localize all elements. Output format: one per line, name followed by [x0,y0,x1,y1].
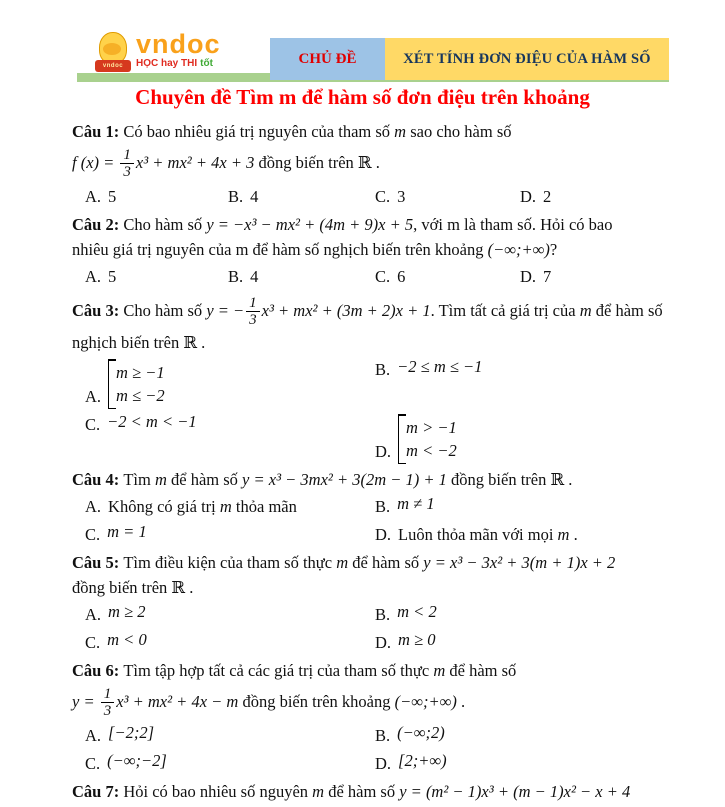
mascot-wing [103,43,121,55]
tagline-red: HỌC hay THI [136,58,198,69]
plain-text: để hàm số [445,661,517,680]
option-A [85,264,228,289]
mascot-banner: vndoc [95,60,131,72]
question-label: Câu 5: [72,553,124,572]
question-line [72,467,677,492]
plain-text: để hàm số [348,553,424,572]
option-content [107,519,147,544]
plain-text: Tìm điều kiện của tham số thực [123,553,337,572]
option-letter: C. [85,415,101,434]
math-text: m = 1 [107,522,147,541]
option-letter: B. [375,497,391,516]
option-content [398,627,435,652]
questions [0,119,725,807]
fraction [101,686,115,719]
plain-text: Hỏi có bao nhiêu số nguyên [123,782,313,801]
case-line: m < −2 [406,441,457,460]
option-letter: C. [85,525,101,544]
option-letter: B. [375,360,391,379]
math-text: (−∞;2) [397,723,445,742]
option-content [398,522,578,547]
option-letter: C. [85,754,101,773]
option-letter: C. [375,267,391,286]
math-text: m [154,470,167,489]
question-label: Câu 4: [72,470,124,489]
chick-mascot-icon [95,31,131,75]
option-content [108,599,145,624]
option-letter: C. [375,187,391,206]
math-text: y = [72,692,99,711]
plain-text: đồng biến trên khoảng [238,692,395,711]
brand-text [136,31,221,70]
option-content [107,409,196,434]
plain-text: nhiêu giá trị nguyên của m để hàm số nghịch biến trên khoảng [72,240,488,259]
math-text: m [336,553,349,572]
plain-text: 7 [543,267,552,286]
math-text: y = x³ − 3x² + 3(m + 1)x + 2 [423,553,616,572]
option-content [398,748,447,773]
math-text: x³ + mx² + 4x + 3 [135,153,255,172]
brand-tagline [136,58,221,70]
plain-text: ? [549,240,558,259]
option-C [375,184,520,209]
option-content [543,264,551,289]
option-content [397,599,437,624]
math-text: (−∞;+∞) [487,240,550,259]
plain-text: . Tìm tất cả giá trị của [430,301,580,320]
math-text: f (x) = [72,153,119,172]
option-C [85,522,375,547]
math-text: m [433,661,446,680]
math-text: m [312,782,325,801]
plain-text: đồng biến trên ℝ . [254,153,380,172]
option-letter: A. [85,497,102,516]
option-letter: B. [375,605,391,624]
option-content [108,264,116,289]
question-label: Câu 3: [72,301,124,320]
option-letter: D. [375,633,392,652]
option-D [520,264,677,289]
option-letter: D. [375,754,392,773]
fraction [246,295,260,328]
plain-text: Không có giá trị [108,497,220,516]
fraction [120,147,134,180]
options [72,602,677,655]
option-B [375,494,677,519]
page-title: Chuyên đề Tìm m để hàm số đơn điệu trên khoảng [135,85,590,109]
plain-text: đồng biến trên ℝ . [446,470,573,489]
option-letter: A. [85,267,102,286]
option-A [85,602,375,627]
option-C [85,630,375,655]
option-letter: B. [375,726,391,745]
question-7 [72,779,677,804]
option-letter: D. [375,442,392,461]
options [72,184,677,209]
option-content [107,627,147,652]
question-label: Câu 1: [72,122,124,141]
options [72,264,677,289]
math-text: (−∞;−2] [107,751,167,770]
option-letter: A. [85,605,102,624]
option-letter: A. [85,726,102,745]
plain-text: nghịch biến trên ℝ . [72,333,206,352]
plain-text: Tìm [123,470,155,489]
fraction-numerator: 1 [101,686,115,703]
math-text: (−∞;+∞) [394,692,457,711]
question-line [72,144,677,182]
math-text: m [394,122,407,141]
option-content [397,720,445,745]
option-content [250,264,258,289]
plain-text: để hàm số [166,470,243,489]
plain-text: , với m là tham số. Hỏi có bao [413,215,613,234]
option-A [85,184,228,209]
option-A [85,494,375,519]
question-line [72,658,677,683]
option-B [228,184,375,209]
option-content [107,748,167,773]
question-label: Câu 7: [72,782,124,801]
option-C [85,751,375,776]
plain-text: để hàm số [324,782,400,801]
fraction-denominator: 3 [249,311,257,328]
plain-text: 5 [108,187,117,206]
math-text: m [219,497,232,516]
math-text: y = x³ − 3mx² + 3(2m − 1) + 1 [242,470,447,489]
question-line [72,237,677,262]
option-letter: A. [85,187,102,206]
option-content [397,184,405,209]
math-text: x³ + mx² + (3m + 2)x + 1 [261,301,431,320]
math-text: x³ + mx² + 4x − m [116,692,239,711]
plain-text: . [456,692,466,711]
math-text: m ≥ 0 [398,630,436,649]
math-text: m ≥ 2 [108,602,146,621]
plain-text: Tìm tập hợp tất cả các giá trị của tham số thực [123,661,434,680]
options [72,357,677,464]
option-content [108,184,116,209]
plain-text: Cho hàm số [123,215,207,234]
math-text: m [557,525,570,544]
math-text: y = (m² − 1)x³ + (m − 1)x² − x + 4 [399,782,631,801]
question-line [72,292,677,330]
question-line [72,212,677,237]
math-text: m ≠ 1 [397,494,435,513]
question-label: Câu 2: [72,215,124,234]
tagline-green: tốt [200,58,213,69]
option-C [375,264,520,289]
option-letter: B. [228,187,244,206]
math-text: m < 0 [107,630,147,649]
option-content [397,491,434,516]
plain-text: 5 [108,267,117,286]
option-D [375,412,677,464]
question-3 [72,292,677,464]
brand-logo [95,31,221,75]
option-letter: D. [520,187,537,206]
question-6 [72,658,677,776]
math-text: m < 2 [397,602,437,621]
plain-text: 4 [250,267,259,286]
plain-text: Cho hàm số [123,301,207,320]
option-B [228,264,375,289]
plain-text: Có bao nhiêu giá trị nguyên của tham số [123,122,395,141]
option-B [375,723,677,748]
question-label: Câu 6: [72,661,124,680]
plain-text: . [569,525,578,544]
case-line: m ≥ −1 [116,363,165,382]
fraction-numerator: 1 [120,147,134,164]
option-content [397,354,482,379]
case-line: m > −1 [406,418,457,437]
math-text: y = −x³ − mx² + (4m + 9)x + 5 [206,215,414,234]
question-line [72,575,677,600]
math-text: y = − [206,301,245,320]
plain-text: 4 [250,187,259,206]
option-letter: A. [85,387,102,406]
option-D [375,522,677,547]
cases-bracket [108,359,165,409]
plain-text: 3 [397,187,406,206]
option-content [108,357,165,409]
option-D [375,751,677,776]
cases-bracket [398,414,457,464]
option-letter: C. [85,633,101,652]
options [72,494,677,547]
option-letter: D. [520,267,537,286]
options [72,723,677,776]
plain-text: Luôn thỏa mãn với mọi [398,525,558,544]
plain-text: để hàm số [591,301,663,320]
question-2 [72,212,677,289]
chu-de-badge: CHỦ ĐỀ [270,38,385,80]
question-line [72,119,677,144]
question-1 [72,119,677,209]
question-4 [72,467,677,547]
question-line [72,683,677,721]
option-C [85,412,375,437]
fraction-numerator: 1 [246,295,260,312]
math-text: −2 < m < −1 [107,412,197,431]
option-letter: B. [228,267,244,286]
plain-text: sao cho hàm số [406,122,512,141]
option-B [375,357,677,382]
option-A [85,357,375,409]
option-D [520,184,677,209]
option-A [85,723,375,748]
math-text: −2 ≤ m ≤ −1 [397,357,483,376]
option-content [398,412,457,464]
question-5 [72,550,677,655]
fraction-denominator: 3 [103,702,112,719]
math-text: m [579,301,592,320]
math-text: [−2;2] [108,723,155,742]
math-text: [2;+∞) [398,751,447,770]
option-D [375,630,677,655]
fraction-denominator: 3 [123,163,131,180]
question-line [72,330,677,355]
plain-text: thỏa mãn [231,497,297,516]
plain-text: 6 [397,267,406,286]
option-content [108,720,154,745]
option-content [397,264,405,289]
topic-badge: XÉT TÍNH ĐƠN ĐIỆU CỦA HÀM SỐ [385,38,669,80]
brand-name: vndoc [136,29,221,59]
option-content [108,494,297,519]
option-content [543,184,551,209]
option-letter: D. [375,525,392,544]
question-line [72,779,677,804]
question-line [72,550,677,575]
option-content [250,184,258,209]
case-line: m ≤ −2 [116,386,165,405]
option-B [375,602,677,627]
plain-text: 2 [543,187,552,206]
plain-text: đồng biến trên ℝ . [72,578,194,597]
